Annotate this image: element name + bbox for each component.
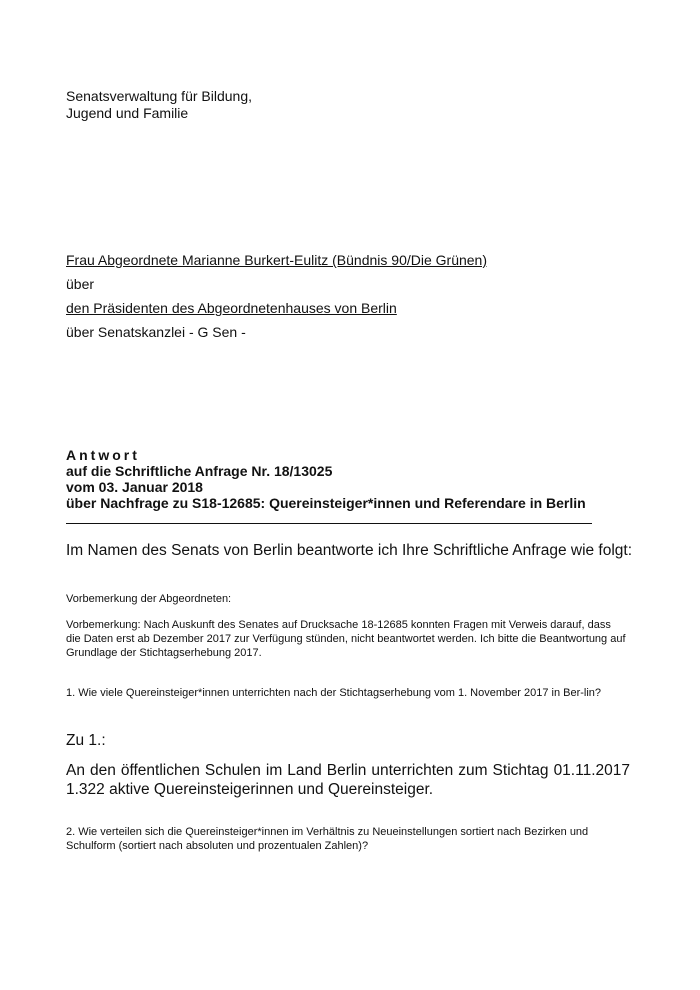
sender-block (66, 88, 252, 122)
title-line-1: auf die Schriftliche Anfrage Nr. 18/13025 (66, 463, 333, 479)
title-heading: Antwort (66, 447, 140, 463)
document-title (66, 447, 586, 511)
via-line-2: über Senatskanzlei - G Sen - (66, 324, 246, 340)
answer-1-label: Zu 1.: (66, 732, 106, 749)
answer-1-text: An den öffentlichen Schulen im Land Berlin unterrichten zum Stichtag 01.11.2017 1.322 aktive Quereinsteigerinnen und Quereinsteiger. (66, 762, 630, 798)
lead-sentence: Im Namen des Senats von Berlin beantworte ich Ihre Schriftliche Anfrage wie folgt: (66, 542, 633, 559)
via-line-1: über (66, 276, 95, 292)
title-line-3: über Nachfrage zu S18-12685: Quereinsteiger*innen und Referendare in Berlin (66, 495, 586, 511)
recipient: Frau Abgeordnete Marianne Burkert-Eulitz (Bündnis 90/Die Grünen) (66, 252, 487, 268)
sender-line-1: Senatsverwaltung für Bildung, (66, 88, 252, 104)
president-line: den Präsidenten des Abgeordnetenhauses von Berlin (66, 300, 397, 316)
sender-line-2: Jugend und Familie (66, 105, 189, 121)
preamble-label: Vorbemerkung der Abgeordneten: (66, 593, 232, 605)
title-divider (66, 523, 592, 524)
preamble-text: Vorbemerkung: Nach Auskunft des Senates auf Drucksache 18-12685 konnten Fragen mit Verweis darauf, dass die Daten erst ab Dezember 2017 zur Verfügung stünden, nicht beantwortet werden. Ich bitte die Beantwortung auf Grundlage der Stichtagserhebung 2017. (66, 619, 626, 659)
title-line-2: vom 03. Januar 2018 (66, 479, 203, 495)
question-2: 2. Wie verteilen sich die Quereinsteiger*innen im Verhältnis zu Neueinstellungen sortiert nach Bezirken und Schulform (sortiert nach absoluten und prozentualen Zahlen)? (66, 826, 589, 852)
question-1: 1. Wie viele Quereinsteiger*innen unterrichten nach der Stichtagserhebung vom 1. November 2017 in Ber-lin? (66, 687, 602, 699)
